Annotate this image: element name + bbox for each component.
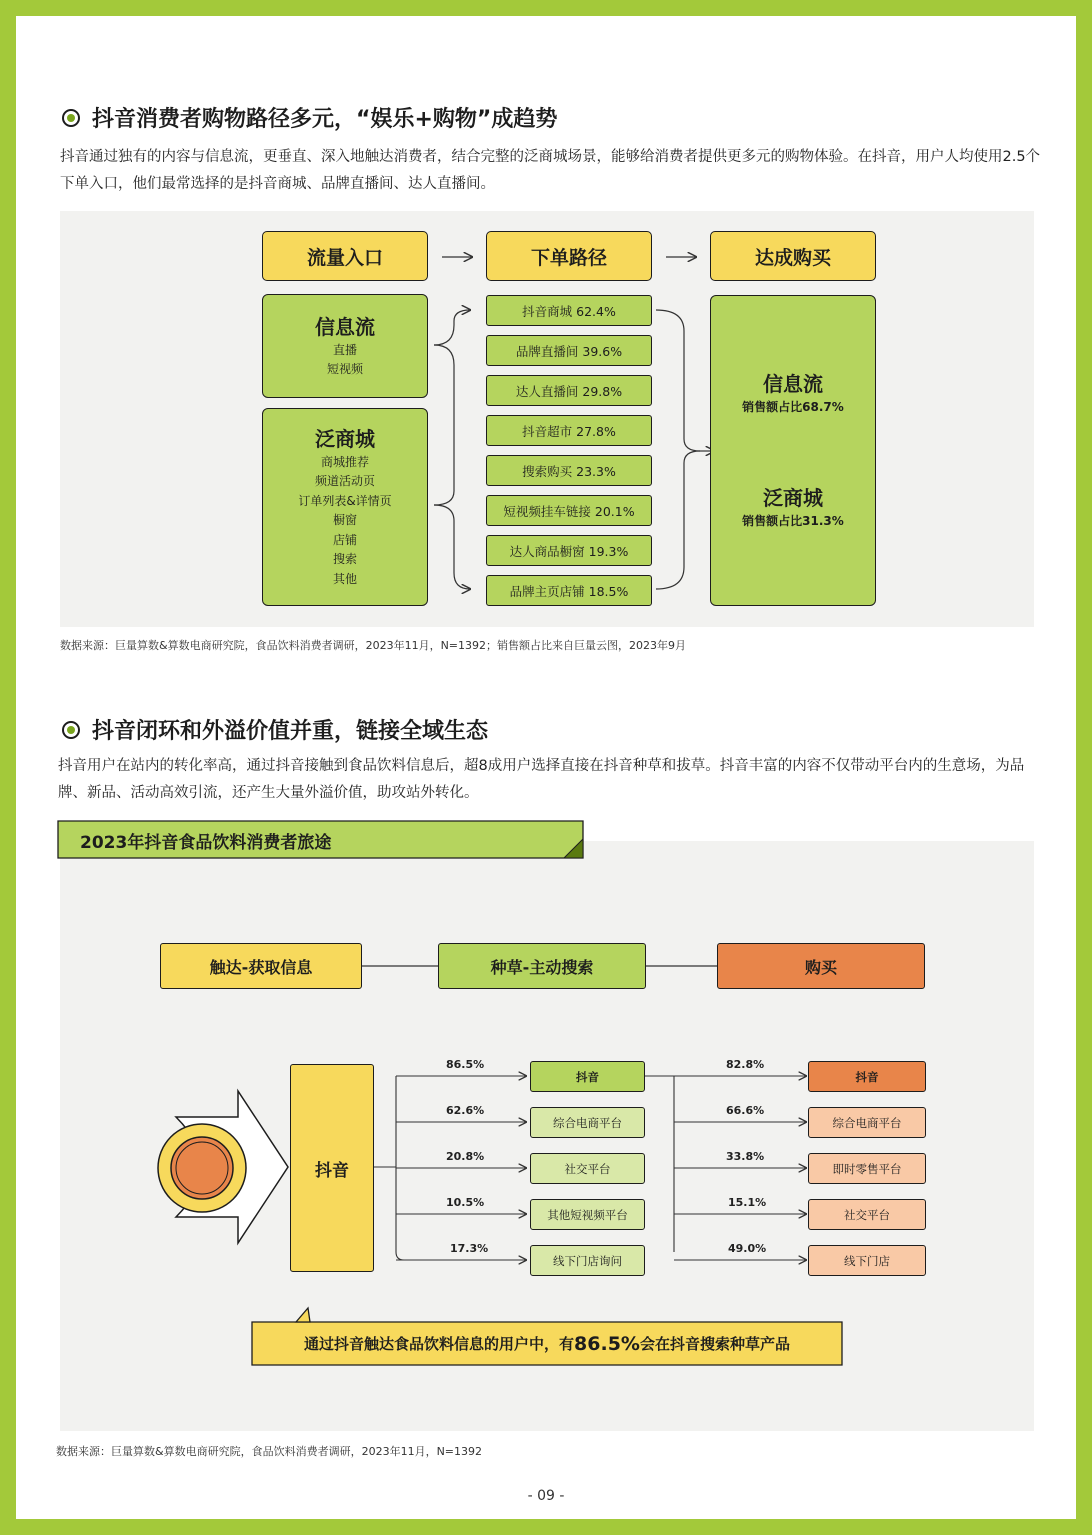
buy-pct: 49.0% xyxy=(728,1242,767,1255)
buy-pct: 82.8% xyxy=(726,1058,765,1071)
search-channel-item: 社交平台 xyxy=(530,1153,645,1184)
source-mall-box: 泛商城 商城推荐 频道活动页 订单列表&详情页 橱窗 店铺 搜索 其他 xyxy=(262,408,428,606)
buy-pct: 33.8% xyxy=(726,1150,765,1163)
buy-channel-item: 抖音 xyxy=(808,1061,926,1092)
buy-pct: 66.6% xyxy=(726,1104,765,1117)
journey-graphics xyxy=(16,16,1076,1519)
path-item: 品牌直播间 39.6% xyxy=(486,335,652,366)
section1-title: 抖音消费者购物路径多元，“娱乐+购物”成趋势 xyxy=(62,102,557,133)
source-feed-box: 信息流 直播 短视频 xyxy=(262,294,428,398)
stage-seed-search: 种草-主动搜索 xyxy=(438,943,646,989)
search-pct: 62.6% xyxy=(446,1104,485,1117)
search-channel-item: 抖音 xyxy=(530,1061,645,1092)
page xyxy=(16,16,1076,1519)
buy-pct: 15.1% xyxy=(728,1196,767,1209)
search-channel-item: 线下门店询问 xyxy=(530,1245,645,1276)
buy-channel-item: 综合电商平台 xyxy=(808,1107,926,1138)
journey-chart-title: 2023年抖音食品饮料消费者旅途 xyxy=(80,833,332,853)
path-item: 搜索购买 23.3% xyxy=(486,455,652,486)
page-number: - 09 - xyxy=(527,1488,565,1504)
search-channel-item: 综合电商平台 xyxy=(530,1107,645,1138)
section1-source-note: 数据来源：巨量算数&算数电商研究院，食品饮料消费者调研，2023年11月，N=1392；销售额占比来自巨量云图，2023年9月 xyxy=(60,639,686,652)
path-item: 抖音超市 27.8% xyxy=(486,415,652,446)
path-item: 短视频挂车链接 20.1% xyxy=(486,495,652,526)
path-item: 达人直播间 29.8% xyxy=(486,375,652,406)
buy-channel-item: 线下门店 xyxy=(808,1245,926,1276)
search-pct: 17.3% xyxy=(450,1242,489,1255)
search-pct: 20.8% xyxy=(446,1150,485,1163)
buy-channel-item: 社交平台 xyxy=(808,1199,926,1230)
callout-text: 通过抖音触达食品饮料信息的用户中，有 86.5% 会在抖音搜索种草产品 xyxy=(304,1332,790,1355)
search-channel-item: 其他短视频平台 xyxy=(530,1199,645,1230)
stage-reach: 触达-获取信息 xyxy=(160,943,362,989)
header-order-path: 下单路径 xyxy=(486,231,652,281)
section2-paragraph: 抖音用户在站内的转化率高，通过抖音接触到食品饮料信息后，超8成用户选择直接在抖音种草和拔草。抖音丰富的内容不仅带动平台内的生意场，为品牌、新品、活动高效引流，还产生大量外溢价值，助攻站外转化。 xyxy=(58,758,1025,801)
section1-paragraph: 抖音通过独有的内容与信息流，更垂直、深入地触达消费者，结合完整的泛商城场景，能够给消费者提供更多元的购物体验。在抖音，用户人均使用2.5个下单入口，他们最常选择的是抖音商城、品牌直播间、达人直播间。 xyxy=(60,149,1041,192)
section2-title: 抖音闭环和外溢价值并重，链接全域生态 xyxy=(62,714,488,745)
stage-purchase: 购买 xyxy=(717,943,925,989)
result-mall: 泛商城 销售额占比31.3% xyxy=(742,486,844,528)
header-traffic-entry: 流量入口 xyxy=(262,231,428,281)
path-item: 抖音商城 62.4% xyxy=(486,295,652,326)
callout-highlight: 86.5% xyxy=(574,1332,640,1355)
result-feed: 信息流 销售额占比68.7% xyxy=(742,371,844,414)
sun-inner xyxy=(171,1137,233,1199)
section2-source-note: 数据来源：巨量算数&算数电商研究院，食品饮料消费者调研，2023年11月，N=1392 xyxy=(56,1445,483,1458)
path-item: 品牌主页店铺 18.5% xyxy=(486,575,652,606)
path-item: 达人商品橱窗 19.3% xyxy=(486,535,652,566)
origin-douyin-box: 抖音 xyxy=(290,1064,374,1272)
search-pct: 86.5% xyxy=(446,1058,485,1071)
search-pct: 10.5% xyxy=(446,1196,485,1209)
buy-channel-item: 即时零售平台 xyxy=(808,1153,926,1184)
callout-tail xyxy=(296,1308,310,1322)
header-purchase: 达成购买 xyxy=(710,231,876,281)
